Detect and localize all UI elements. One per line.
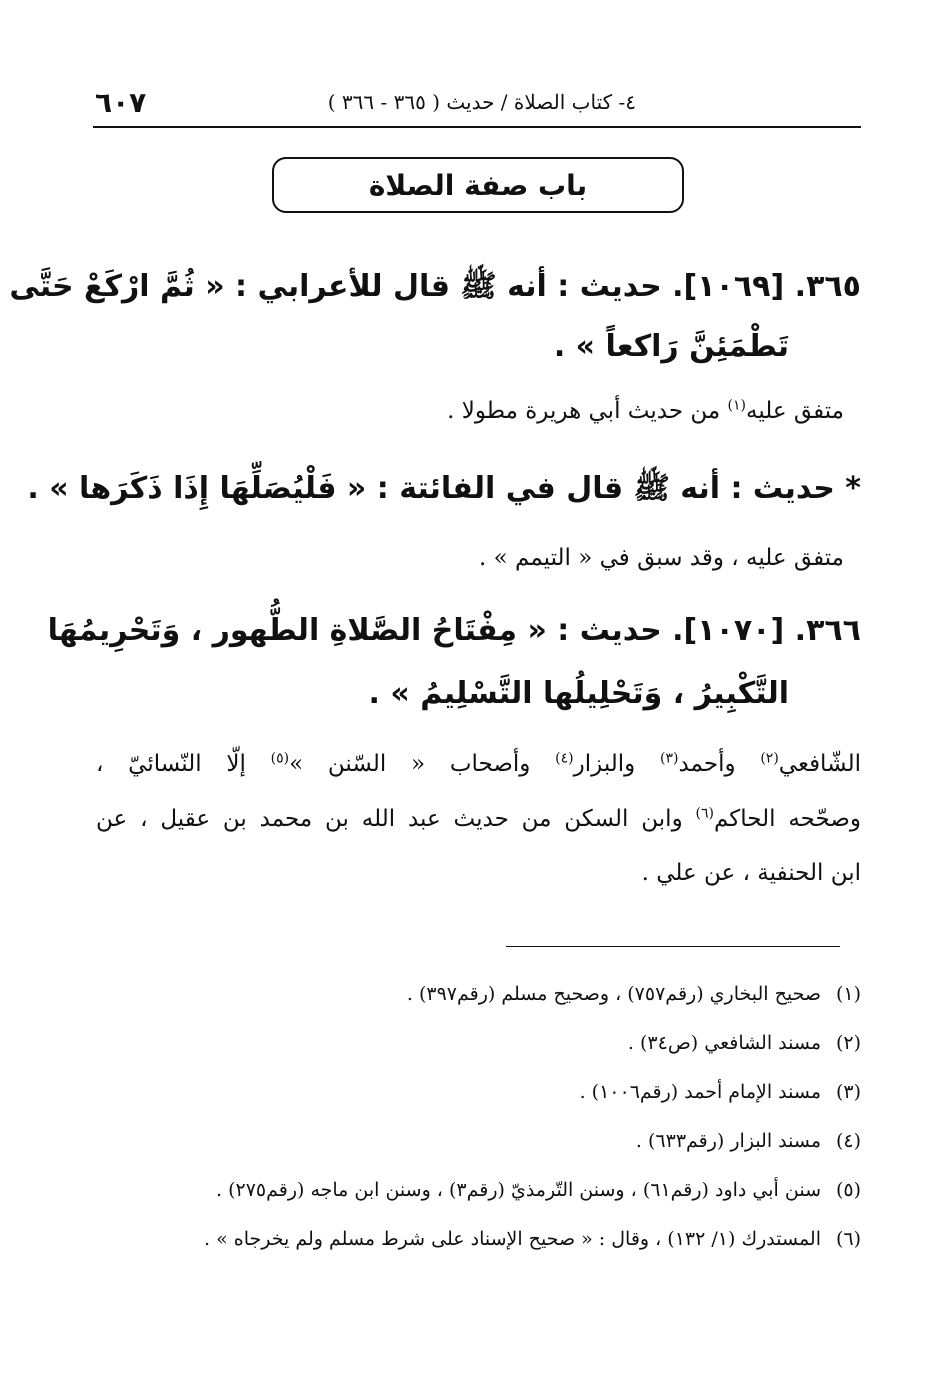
hadith-faita-line-1: * حديث : أنه ﷺ قال في الفائتة : « فَلْيُصَلِّهَا إِذَا ذَكَرَها » . [27,471,861,506]
takhrij-text: والبزار [573,751,661,777]
footnote [96,1068,861,1117]
footnote [96,1019,861,1068]
footnote-text: مسند الشافعي (ص٣٤) . [627,1032,821,1054]
hadith-366-line-2: التَّكْبِيرُ ، وَتَحْلِيلُها التَّسْلِيمُ » . [368,676,789,711]
takhrij-text: من حديث أبي هريرة مطولا . [447,398,728,424]
footnote [96,1215,861,1264]
takhrij-text: وابن السكن من حديث عبد الله بن محمد بن عقيل ، عن [96,806,696,832]
footnote-ref: (٢) [760,750,779,767]
hadith-365-takhrij [96,398,844,424]
footnote-text: سنن أبي داود (رقم٦١) ، وسنن التّرمذيّ (رقم٣) ، وسنن ابن ماجه (رقم٢٧٥) . [215,1179,821,1201]
hadith-365-line-1: ٣٦٥. [١٠٦٩]. حديث : أنه ﷺ قال للأعرابي : « ثُمَّ ارْكَعْ حَتَّى [9,269,861,304]
footnote-text: مسند الإمام أحمد (رقم١٠٠٦) . [579,1081,821,1103]
page-header [93,82,861,128]
footnote-number: (٣) [835,1081,861,1103]
chapter-title: باب صفة الصلاة [368,168,588,202]
running-head: ٤- كتاب الصلاة / حديث ( ٣٦٥ - ٣٦٦ ) [327,90,636,114]
takhrij-text: وأصحاب « السّنن » [289,751,556,777]
footnote-ref: (٤) [555,750,574,767]
footnote-ref: (٣) [660,750,679,767]
footnote-ref: (٦) [695,805,714,822]
footnote-ref: (٥) [270,750,290,767]
takhrij-text: وأحمد [678,751,761,777]
footnote-number: (٦) [835,1228,861,1250]
footnote-number: (٢) [835,1032,861,1054]
footnote-ref: (١) [727,397,746,414]
footnote [96,1166,861,1215]
footnote-text: صحيح البخاري (رقم٧٥٧) ، وصحيح مسلم (رقم٣٩٧) . [406,983,821,1005]
takhrij-text: الشّافعي [778,751,861,777]
chapter-title-box [272,157,684,213]
takhrij-text: متفق عليه [746,398,844,424]
hadith-366-takhrij-line-2 [96,806,861,832]
footnotes [96,970,861,1264]
hadith-366-takhrij-line-1 [96,751,861,777]
page-number: ٦٠٧ [95,86,147,119]
takhrij-text: إلّا النّسائيّ ، [96,751,271,777]
footnote-text: المستدرك (١/ ١٣٢) ، وقال : « صحيح الإسناد على شرط مسلم ولم يخرجاه » . [204,1228,821,1250]
hadith-365-line-2: تَطْمَئِنَّ رَاكعاً » . [553,329,789,364]
footnote [96,1117,861,1166]
footnote-number: (٥) [835,1179,861,1201]
footnote-divider [506,946,840,947]
hadith-366-line-1: ٣٦٦. [١٠٧٠]. حديث : « مِفْتَاحُ الصَّلاةِ الطُّهور ، وَتَحْرِيمُهَا [47,613,861,648]
hadith-faita-takhrij: متفق عليه ، وقد سبق في « التيمم » . [479,545,844,571]
footnote-text: مسند البزار (رقم٦٣٣) . [635,1130,821,1152]
footnote [96,970,861,1019]
hadith-366-takhrij-line-3: ابن الحنفية ، عن علي . [641,860,861,886]
takhrij-text: وصحّحه الحاكم [713,806,861,832]
footnote-number: (١) [835,983,861,1005]
footnote-number: (٤) [835,1130,861,1152]
